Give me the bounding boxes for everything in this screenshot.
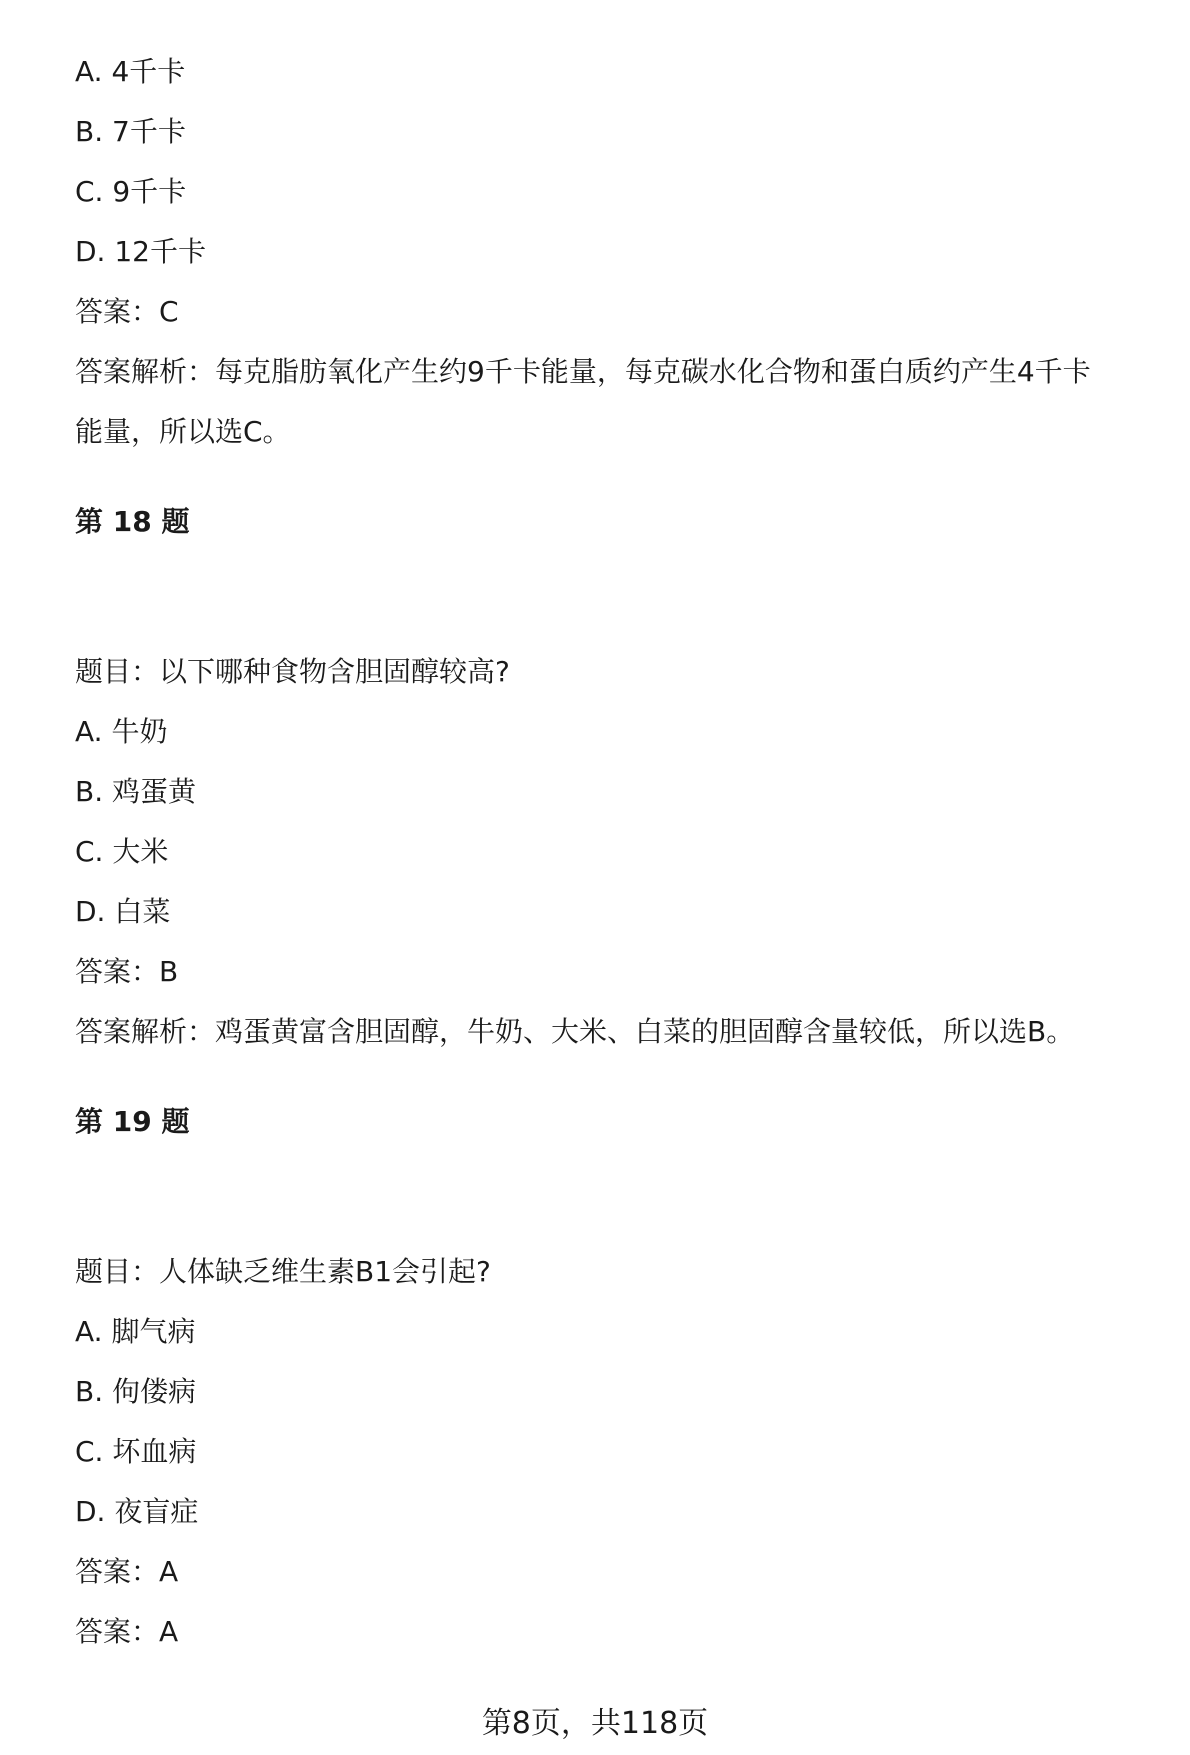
explanation: 答案解析：每克脂肪氧化产生约9千卡能量，每克碳水化合物和蛋白质约产生4千卡: [75, 355, 1091, 388]
question-heading: 第 19 题: [75, 1105, 190, 1138]
answer: 答案：A: [75, 1555, 179, 1588]
question-text: 题目：以下哪种食物含胆固醇较高?: [75, 655, 510, 688]
option-d: D. 夜盲症: [75, 1495, 199, 1528]
option-d: D. 12千卡: [75, 235, 206, 268]
explanation: 答案解析：鸡蛋黄富含胆固醇，牛奶、大米、白菜的胆固醇含量较低，所以选B。: [75, 1015, 1075, 1048]
explanation-continued: 能量，所以选C。: [75, 415, 291, 448]
option-c: C. 9千卡: [75, 175, 187, 208]
answer-repeat: 答案：A: [75, 1615, 179, 1648]
question-heading: 第 18 题: [75, 505, 190, 538]
option-c: C. 坏血病: [75, 1435, 197, 1468]
answer: 答案：C: [75, 295, 179, 328]
option-c: C. 大米: [75, 835, 169, 868]
option-a: A. 牛奶: [75, 715, 168, 748]
answer: 答案：B: [75, 955, 179, 988]
option-b: B. 佝偻病: [75, 1375, 197, 1408]
option-b: B. 7千卡: [75, 115, 186, 148]
page-indicator: 第8页，共118页: [481, 1706, 709, 1741]
option-d: D. 白菜: [75, 895, 171, 928]
option-b: B. 鸡蛋黄: [75, 775, 197, 808]
option-a: A. 脚气病: [75, 1315, 196, 1348]
option-a: A. 4千卡: [75, 55, 186, 88]
question-text: 题目：人体缺乏维生素B1会引起?: [75, 1255, 491, 1288]
